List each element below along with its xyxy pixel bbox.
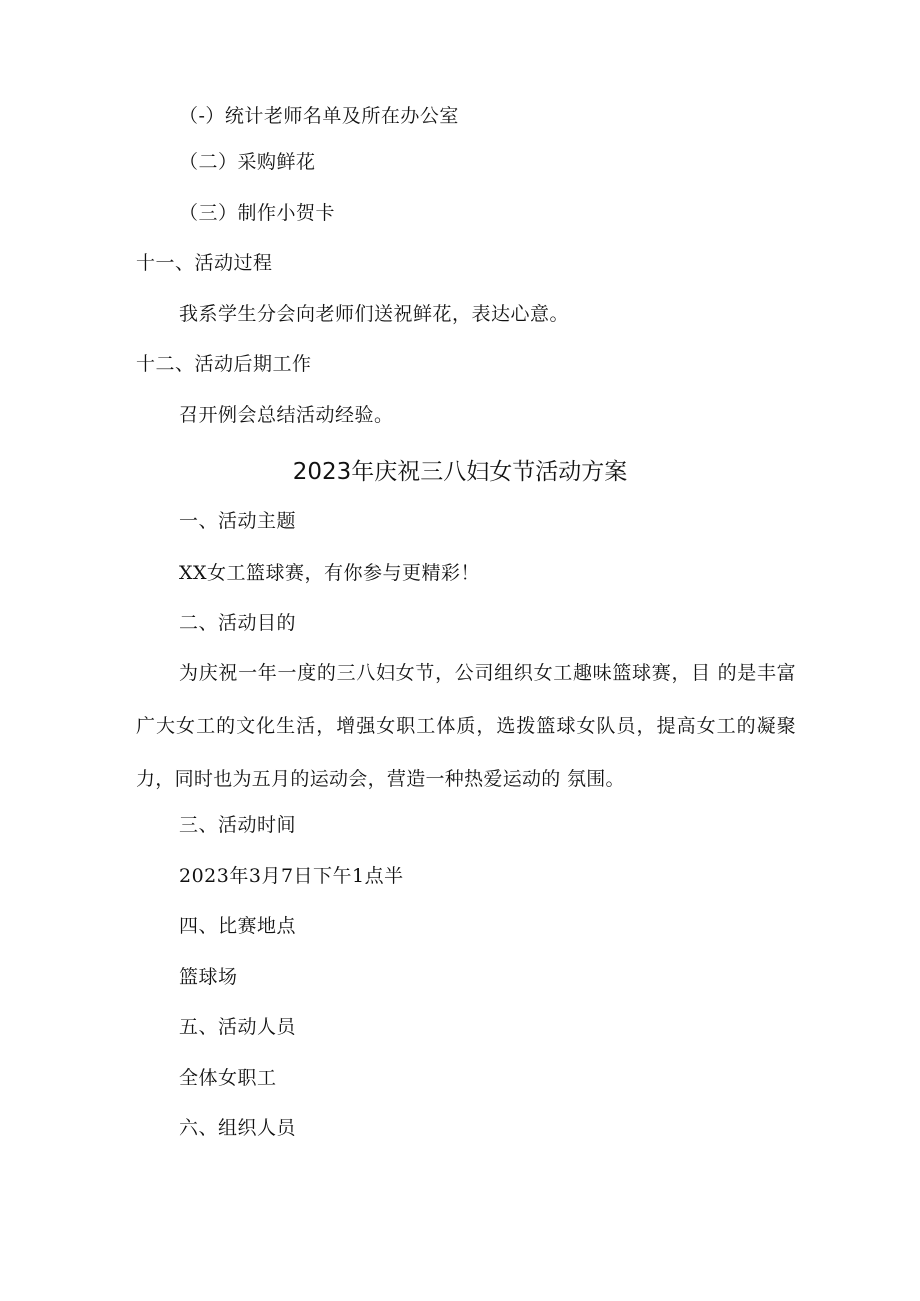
section-heading-4: 四、比赛地点 [179,915,297,937]
section-heading-1: 一、活动主题 [179,510,297,532]
section-heading-11: 十一、活动过程 [136,252,273,274]
section-heading-5: 五、活动人员 [179,1016,297,1038]
section-body-11: 我系学生分会向老师们送祝鲜花，表达心意。 [179,303,570,325]
plan-title: 2023年庆祝三八妇女节活动方案 [292,459,628,485]
section-heading-2: 二、活动目的 [179,612,297,634]
section-body-1: XX女工篮球赛，有你参与更精彩！ [179,562,481,584]
section-body-4: 篮球场 [179,966,238,988]
section-body-3: 2023年3月7日下午1点半 [179,865,404,887]
prep-item-3: （三）制作小贺卡 [179,202,336,224]
section-body-12: 召开例会总结活动经验。 [179,404,394,426]
section-body-5: 全体女职工 [179,1067,277,1089]
section-heading-6: 六、组织人员 [179,1117,297,1139]
prep-item-2: （二）采购鲜花 [179,151,316,173]
prep-item-1: （-）统计老师名单及所在办公室 [179,105,459,127]
section-heading-12: 十二、活动后期工作 [136,353,312,375]
section-body-2: 为庆祝一年一度的三八妇女节，公司组织女工趣味篮球赛，目 的是丰富广大女工的文化生活，增强女职工体质，选拨篮球女队员，提高女工的凝聚力，同时也为五月的运动会，营造一种热爱运动的 氛围。 [136,662,796,790]
section-heading-3: 三、活动时间 [179,814,297,836]
